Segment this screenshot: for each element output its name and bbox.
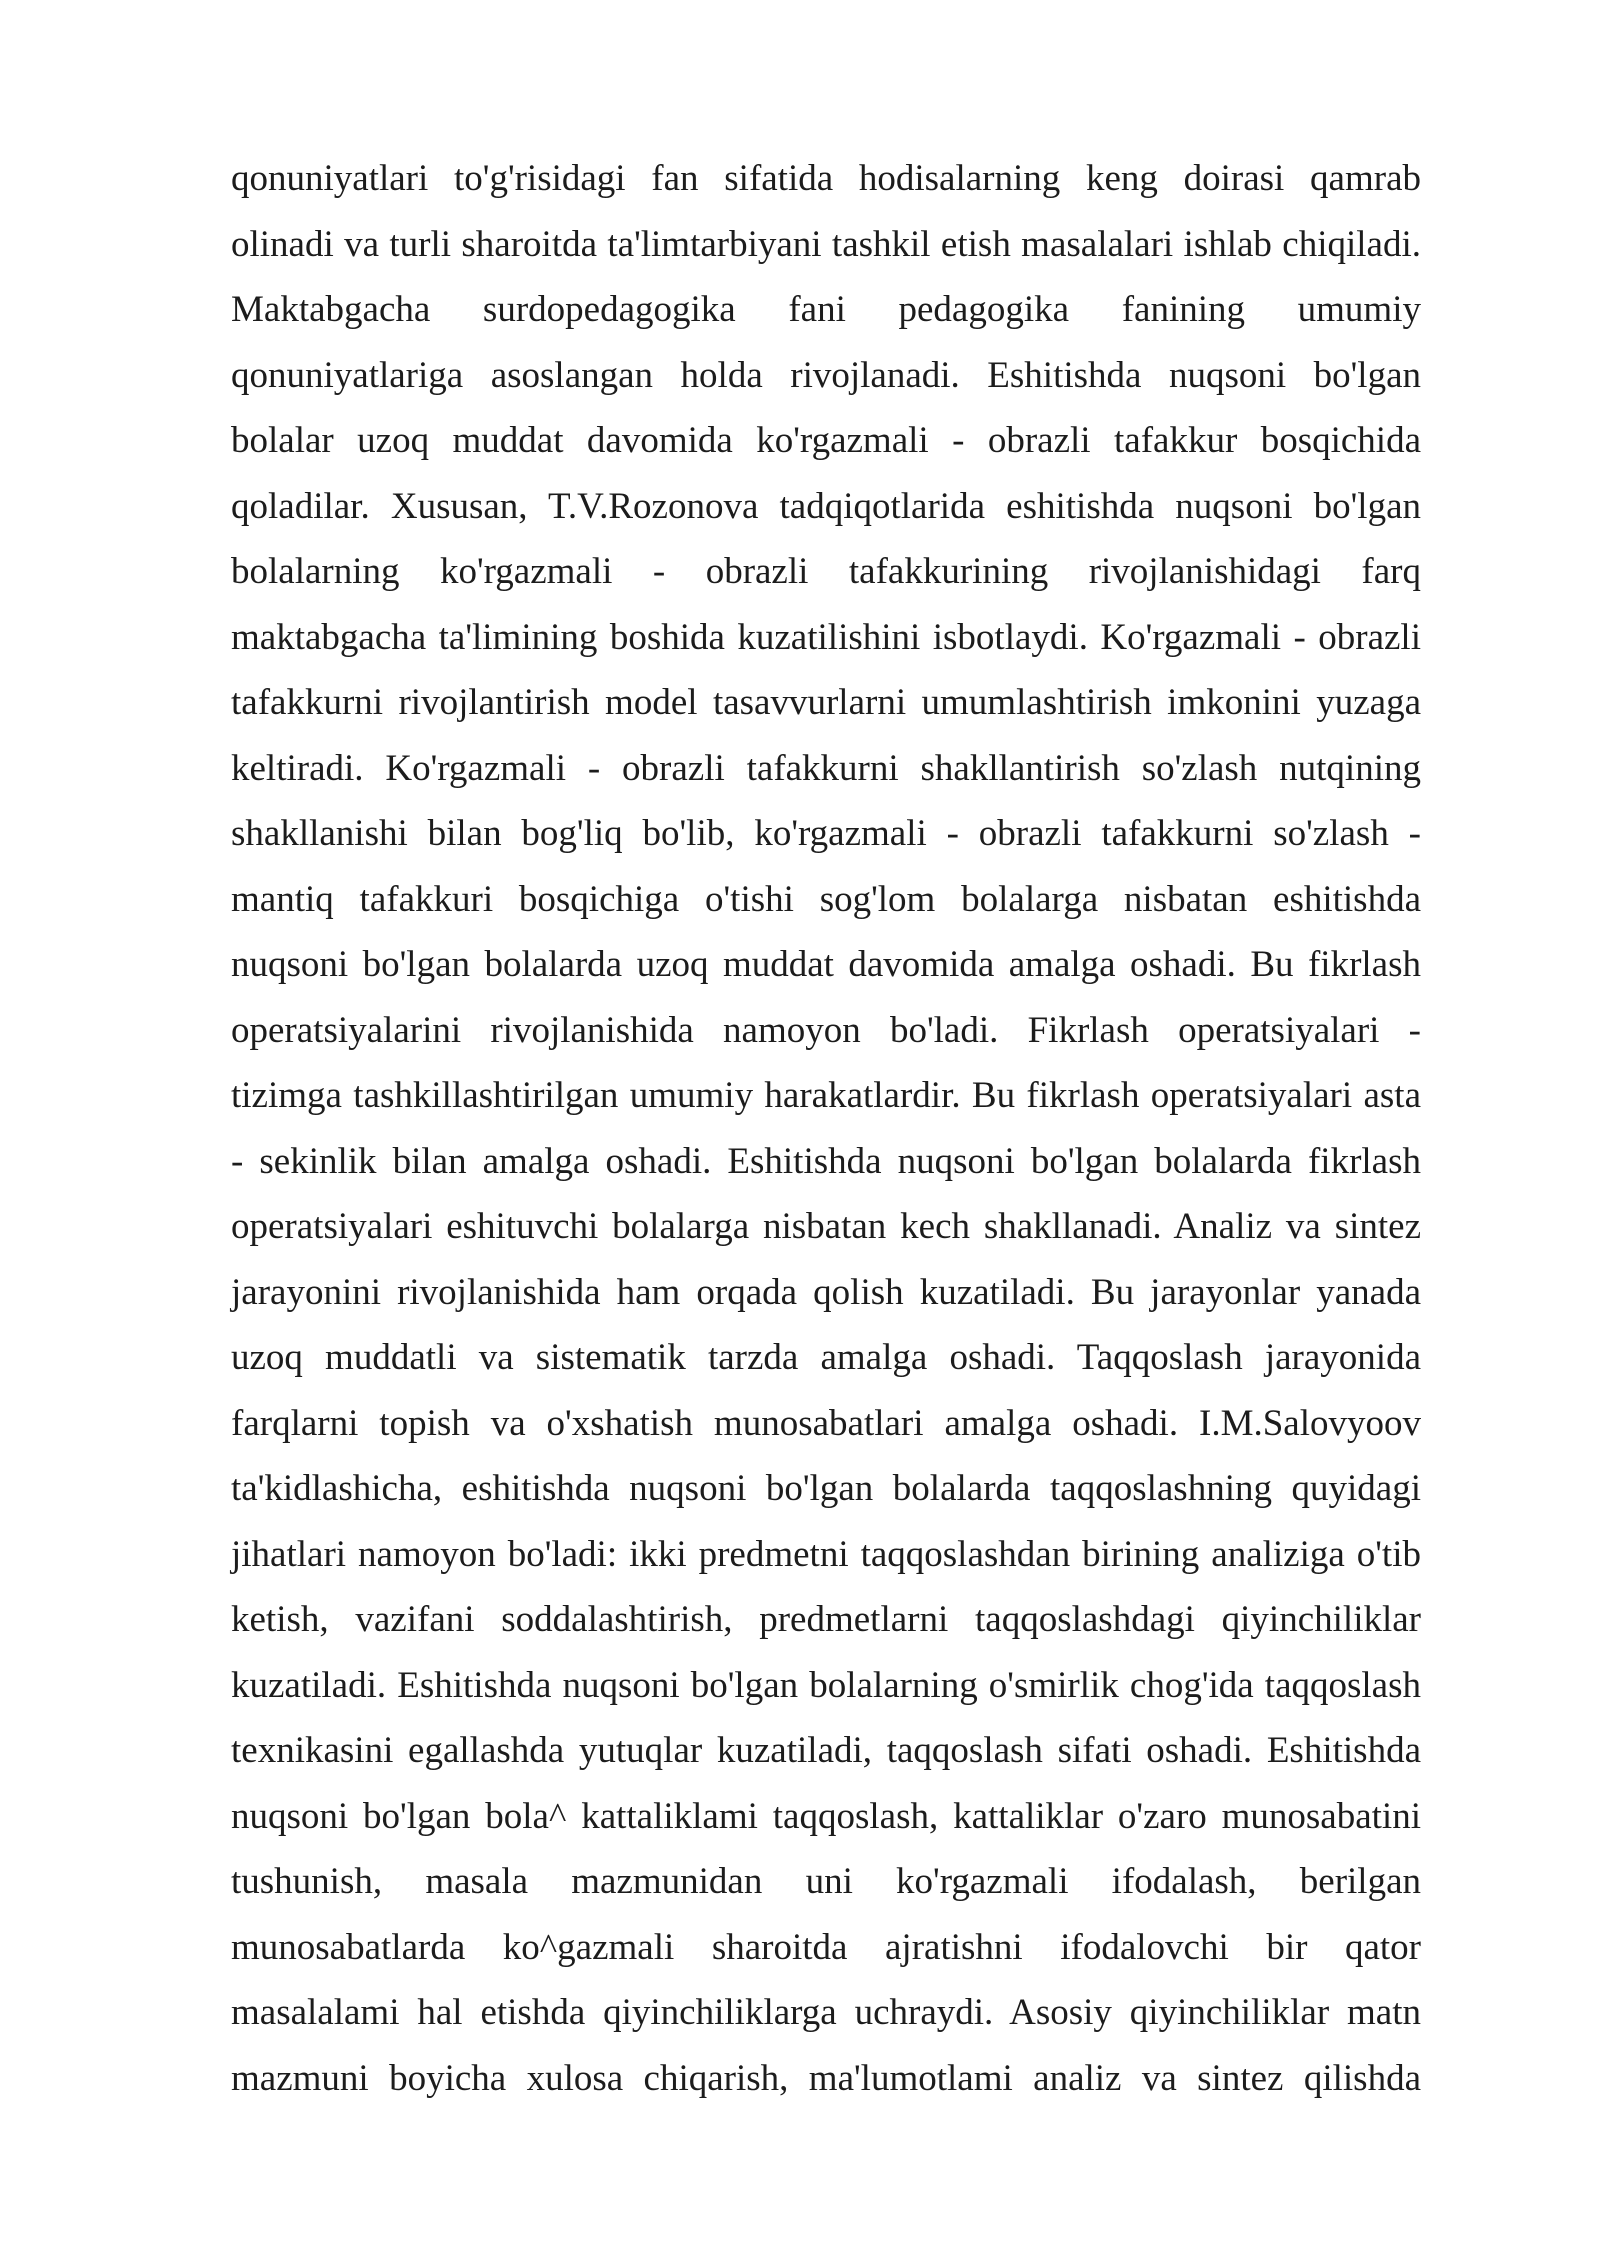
text-line: masalalami hal etishda qiyinchiliklarga uchraydi. Asosiy qiyinchiliklar matn bbox=[231, 1992, 1421, 2033]
text-line: jarayonini rivojlanishida ham orqada qolish kuzatiladi. Bu jarayonlar yanada bbox=[231, 1271, 1421, 1313]
text-line: keltiradi. Ko'rgazmali - obrazli tafakkurni shakllantirish so'zlash nutqining bbox=[231, 747, 1421, 789]
text-line: mantiq tafakkuri bosqichiga o'tishi sog'lom bolalarga nisbatan eshitishda bbox=[231, 878, 1421, 920]
text-line: operatsiyalari eshituvchi bolalarga nisbatan kech shakllanadi. Analiz va sintez bbox=[231, 1206, 1421, 1247]
text-line: bolalar uzoq muddat davomida ko'rgazmali - obrazli tafakkur bosqichida bbox=[231, 420, 1421, 461]
text-line: operatsiyalarini rivojlanishida namoyon bo'ladi. Fikrlash operatsiyalari - bbox=[231, 1009, 1421, 1051]
text-line: bolalarning ko'rgazmali - obrazli tafakkurining rivojlanishidagi farq bbox=[231, 551, 1421, 592]
text-line: shakllanishi bilan bog'liq bo'lib, ko'rgazmali - obrazli tafakkurni so'zlash - bbox=[231, 813, 1421, 854]
text-line: - sekinlik bilan amalga oshadi. Eshitishda nuqsoni bo'lgan bolalarda fikrlash bbox=[231, 1140, 1421, 1182]
text-line: nuqsoni bo'lgan bolalarda uzoq muddat davomida amalga oshadi. Bu fikrlash bbox=[231, 944, 1421, 985]
text-line: nuqsoni bo'lgan bola^ kattaliklami taqqoslash, kattaliklar o'zaro munosabatini bbox=[231, 1795, 1421, 1837]
body-text bbox=[231, 146, 1421, 2111]
text-line: tushunish, masala mazmunidan uni ko'rgazmali ifodalash, berilgan bbox=[231, 1861, 1421, 1902]
text-line: texnikasini egallashda yutuqlar kuzatiladi, taqqoslash sifati oshadi. Eshitishda bbox=[231, 1730, 1421, 1771]
text-line: mazmuni boyicha xulosa chiqarish, ma'lumotlami analiz va sintez qilishda bbox=[231, 2057, 1421, 2099]
text-line: farqlarni topish va o'xshatish munosabatlari amalga oshadi. I.M.Salovyoov bbox=[231, 1402, 1421, 1444]
text-line: kuzatiladi. Eshitishda nuqsoni bo'lgan bolalarning o'smirlik chog'ida taqqoslash bbox=[231, 1664, 1421, 1706]
text-line: ketish, vazifani soddalashtirish, predmetlarni taqqoslashdagi qiyinchiliklar bbox=[231, 1599, 1421, 1640]
text-line: munosabatlarda ko^gazmali sharoitda ajratishni ifodalovchi bir qator bbox=[231, 1926, 1421, 1968]
text-line: Maktabgacha surdopedagogika fani pedagogika fanining umumiy bbox=[231, 289, 1421, 330]
text-line: uzoq muddatli va sistematik tarzda amalga oshadi. Taqqoslash jarayonida bbox=[231, 1337, 1421, 1378]
text-line: qonuniyatlari to'g'risidagi fan sifatida hodisalarning keng doirasi qamrab bbox=[231, 158, 1421, 199]
text-line: qoladilar. Xususan, T.V.Rozonova tadqiqotlarida eshitishda nuqsoni bo'lgan bbox=[231, 485, 1421, 527]
text-line: jihatlari namoyon bo'ladi: ikki predmetni taqqoslashdan birining analiziga o'tib bbox=[231, 1533, 1421, 1575]
text-line: tizimga tashkillashtirilgan umumiy harakatlardir. Bu fikrlash operatsiyalari asta bbox=[231, 1075, 1421, 1116]
text-line: ta'kidlashicha, eshitishda nuqsoni bo'lgan bolalarda taqqoslashning quyidagi bbox=[231, 1468, 1421, 1509]
text-line: tafakkurni rivojlantirish model tasavvurlarni umumlashtirish imkonini yuzaga bbox=[231, 682, 1421, 723]
text-line: qonuniyatlariga asoslangan holda rivojlanadi. Eshitishda nuqsoni bo'lgan bbox=[231, 354, 1421, 396]
text-line: olinadi va turli sharoitda ta'limtarbiyani tashkil etish masalalari ishlab chiqiladi. bbox=[231, 223, 1421, 265]
text-line: maktabgacha ta'limining boshida kuzatilishini isbotlaydi. Ko'rgazmali - obrazli bbox=[231, 616, 1421, 658]
